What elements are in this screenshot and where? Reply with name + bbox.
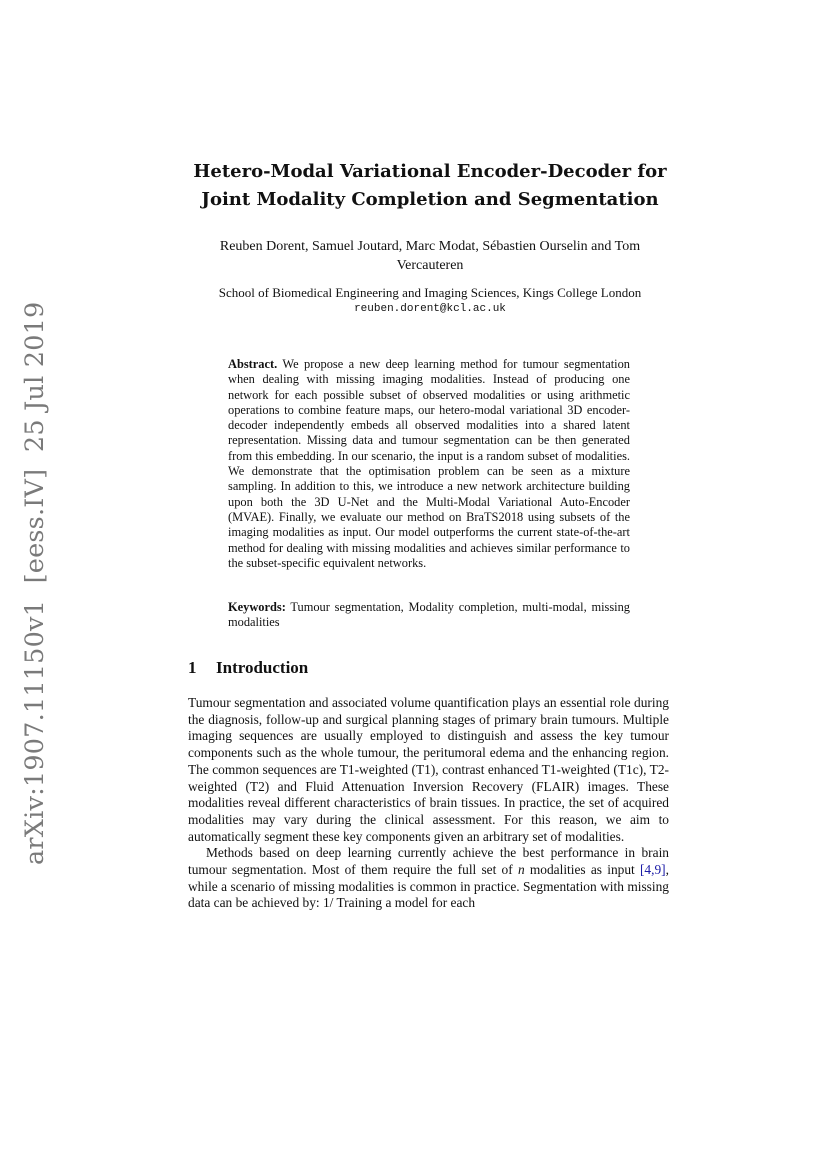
- title-line-1: Hetero-Modal Variational Encoder-Decoder for: [193, 161, 667, 182]
- paragraph-2: [188, 845, 669, 912]
- citation-link[interactable]: [4,9]: [639, 862, 666, 878]
- section-heading: [188, 658, 668, 678]
- arxiv-stamp: [20, 301, 60, 865]
- section-title: Introduction: [216, 658, 309, 677]
- keywords-label: Keywords:: [228, 600, 286, 614]
- keywords: [228, 600, 630, 631]
- paragraph-2-part-b: modalities as input: [524, 862, 640, 878]
- section-number: 1: [188, 658, 197, 677]
- abstract: [228, 357, 630, 571]
- affiliation-block: [180, 284, 680, 318]
- keywords-text: Tumour segmentation, Modality completion, multi-modal, missing modalities: [228, 600, 631, 630]
- paragraph-2-part-c: , while a scenario of missing modalities is common in practice. Segmentation with missing data can be achieved by: 1/ Training a model for each: [188, 862, 669, 911]
- paper-title: [160, 158, 700, 214]
- arxiv-identifier: arXiv:1907.11150v1 [eess.IV] 25 Jul 2019: [20, 301, 50, 865]
- paragraph-1: Tumour segmentation and associated volume quantification plays an essential role during the diagnosis, follow-up and surgical planning stages of primary brain tumours. Multiple imaging sequences are usually employed to distinguish and assess the key tumour components such as the whole tumour, the peritumoral edema and the enhancing region. The common sequences are T1-weighted (T1), contrast enhanced T1-weighted (T1c), T2-weighted (T2) and Fluid Attenuation Inversion Recovery (FLAIR) images. These modalities reveal different characteristics of brain tissues. In practice, the set of acquired modalities may vary during the clinical assessment. For this reason, we aim to automatically segment these key components given an arbitrary set of modalities.: [188, 695, 669, 844]
- abstract-label: Abstract.: [228, 357, 278, 371]
- affiliation: School of Biomedical Engineering and Imaging Sciences, Kings College London: [218, 285, 642, 300]
- math-variable-n: n: [517, 862, 525, 878]
- title-line-2: Joint Modality Completion and Segmentation: [201, 189, 659, 210]
- author-email[interactable]: reuben.dorent@kcl.ac.uk: [354, 303, 506, 315]
- author-list: Reuben Dorent, Samuel Joutard, Marc Modat, Sébastien Ourselin and Tom Vercauteren: [219, 239, 641, 273]
- abstract-text: We propose a new deep learning method for tumour segmentation when dealing with missing imaging modalities. Instead of producing one network for each possible subset of observed modalities or using arithmetic operations to combine feature maps, our hetero-modal variational 3D encoder-decoder independently embeds all observed modalities into a shared latent representation. Missing data and tumour segmentation can be then generated from this embedding. In our scenario, the input is a random subset of modalities. We demonstrate that the optimisation problem can be seen as a mixture sampling. In addition to this, we introduce a new network architecture building upon both the 3D U-Net and the Multi-Modal Variational Auto-Encoder (MVAE). Finally, we evaluate our method on BraTS2018 using subsets of the imaging modalities as input. Our model outperforms the current state-of-the-art method for dealing with missing modalities and achieves similar performance to the subset-specific equivalent networks.: [228, 357, 631, 570]
- section-body: [188, 695, 669, 912]
- paragraph-2-part-a: Methods based on deep learning currently achieve the best performance in brain tumour segmentation. Most of them require the full set of: [188, 845, 669, 878]
